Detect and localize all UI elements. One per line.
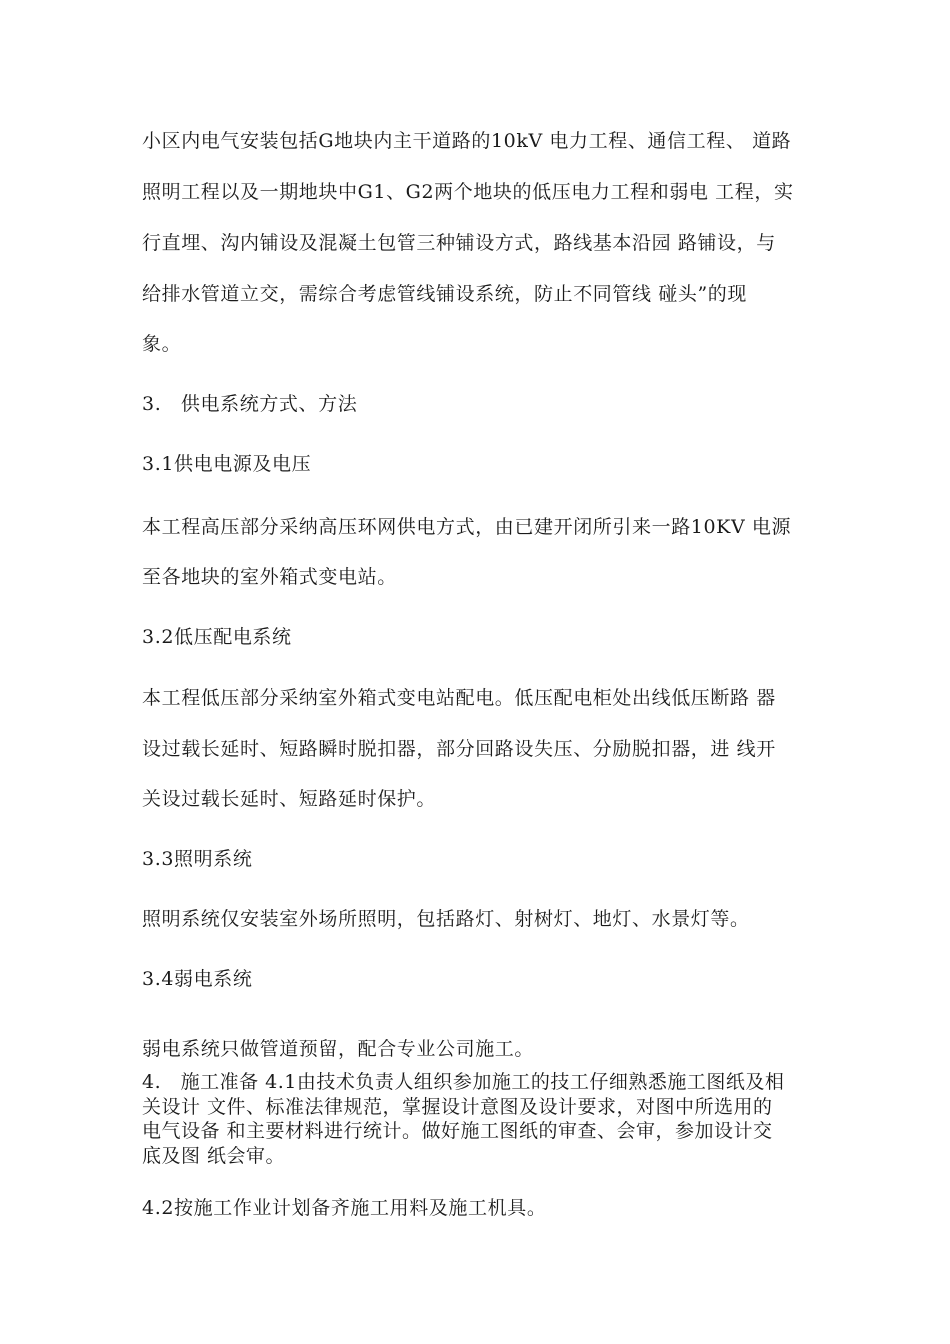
- subsection-heading: 3.4弱电系统: [142, 968, 253, 990]
- subsection-heading: 3.1供电电源及电压: [142, 453, 312, 475]
- paragraph-line: 行直埋、沟内铺设及混凝土包管三种铺设方式，路线基本沿园 路铺设，与: [142, 232, 776, 254]
- paragraph-line: 关设计 文件、标准法律规范，掌握设计意图及设计要求，对图中所选用的: [142, 1095, 773, 1118]
- paragraph-line: 4. 施工准备 4.1由技术负责人组织参加施工的技工仔细熟悉施工图纸及相: [142, 1071, 785, 1093]
- paragraph-line: 小区内电气安装包括G地块内主干道路的10kV 电力工程、通信工程、 道路: [142, 130, 792, 152]
- paragraph-line: 照明工程以及一期地块中G1、G2两个地块的低压电力工程和弱电 工程，实: [142, 181, 794, 203]
- paragraph-line: 本工程高压部分采纳高压环网供电方式，由已建开闭所引来一路10KV 电源: [142, 516, 792, 538]
- paragraph-line: 至各地块的室外箱式变电站。: [142, 566, 397, 588]
- paragraph-line: 给排水管道立交，需综合考虑管线铺设系统，防止不同管线 碰头”的现: [142, 283, 747, 305]
- paragraph-line: 照明系统仅安装室外场所照明，包括路灯、射树灯、地灯、水景灯等。: [142, 908, 750, 930]
- section4-paragraph: [142, 1070, 822, 1168]
- paragraph-line: 本工程低压部分采纳室外箱式变电站配电。低压配电柜处出线低压断路 器: [142, 687, 776, 709]
- subsection-heading: 3.3照明系统: [142, 848, 253, 870]
- section-heading: 3. 供电系统方式、方法: [142, 393, 358, 415]
- paragraph-line: 弱电系统只做管道预留，配合专业公司施工。: [142, 1038, 535, 1060]
- paragraph-line: 电气设备 和主要材料进行统计。做好施工图纸的审查、会审，参加设计交: [142, 1120, 773, 1142]
- paragraph-line: 底及图 纸会审。: [142, 1144, 286, 1167]
- paragraph-line: 关设过载长延时、短路延时保护。: [142, 788, 437, 810]
- subsection-heading: 3.2低压配电系统: [142, 626, 292, 648]
- subsection-heading: 4.2按施工作业计划备齐施工用料及施工机具。: [142, 1197, 547, 1219]
- paragraph-line: 设过载长延时、短路瞬时脱扣器，部分回路设失压、分励脱扣器，进 线开: [142, 738, 776, 760]
- paragraph-line: 象。: [142, 333, 182, 355]
